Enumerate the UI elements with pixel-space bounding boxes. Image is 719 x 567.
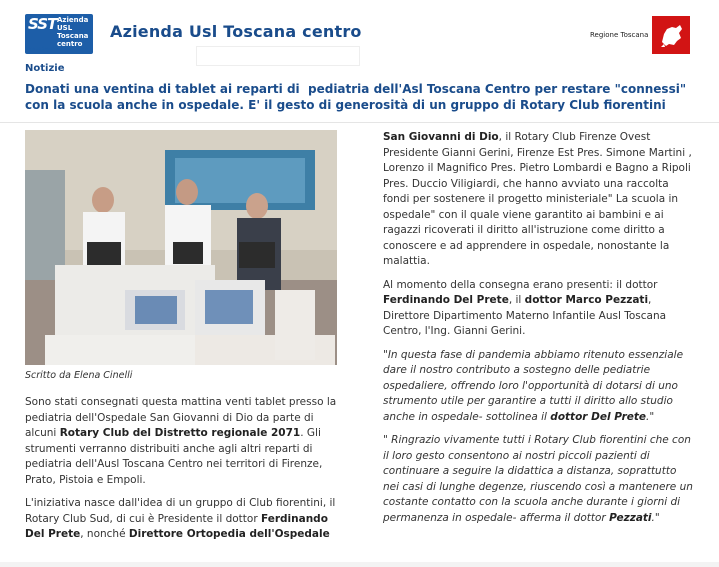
news-photo bbox=[25, 130, 337, 365]
article-body-left bbox=[25, 395, 343, 551]
headline-part-1: Donati una ventina di tablet ai reparti di bbox=[25, 82, 300, 96]
paragraph: Al momento della consegna erano presenti: il dottor Ferdinando Del Prete, il dottor Marco Pezzati, Direttore Dipartimento Materno Infantile Ausl Toscana Centro, l'Ing. Gianni Gerini. bbox=[383, 278, 667, 337]
logo-sst: SST bbox=[28, 15, 57, 33]
region-label: Regione Toscana bbox=[590, 31, 649, 39]
quote-pezzati: " Ringrazio vivamente tutti i Rotary Club fiorentini che con il loro gesto consentono ai nostri piccoli pazienti di continuare a seguire la didattica a distanza, soprattutto nei casi di lunghe degenze, riuscendo così a mantenere un costante contatto con la scuola anche durante i giorni di permanenza in ospedale- afferma il dottor Pezzati." bbox=[383, 434, 693, 524]
quote-del-prete: "In questa fase di pandemia abbiamo ritenuto essenziale dare il nostro contributo a sostegno delle pediatrie ospedaliere, offrendo loro l'opportunità di dotarsi di uno strumento utile per garantire a tutti il diritto allo studio anche in ospedale- sottolinea il dottor Del Prete." bbox=[383, 348, 684, 423]
footer-strip bbox=[0, 562, 719, 567]
logo-text: Azienda USL Toscana centro bbox=[57, 16, 89, 48]
paragraph: San Giovanni di Dio, il Rotary Club Firenze Ovest Presidente Gianni Gerini, Firenze Est Pres. Simone Martini , Lorenzo il Magnifico Pres. Pietro Lombardi e Bagno a Ripoli Pres. Duccio Viligiardi, che hanno avviato una raccolta fondi per sostenere il progetto ministeriale" La scuola in ospedale" con il quale viene garantito ai bambini e ai ragazzi ricoverati il diritto all'istruzione come diritto a conoscere e ad apprendere in ospedale, nonostante la malattia. bbox=[383, 131, 692, 267]
section-label[interactable]: Notizie bbox=[25, 63, 65, 74]
headline-line-2: con la scuola anche in ospedale. E' il gesto di generosità di un gruppo di Rotary Club fiorentini bbox=[25, 98, 666, 112]
paragraph: L'iniziativa nasce dall'idea di un gruppo di Club fiorentini, il Rotary Club Sud, di cui è Presidente il dottor Ferdinando Del Prete, nonché Direttore Ortopedia dell'Ospedale bbox=[25, 497, 336, 540]
toscana-flag-icon[interactable] bbox=[652, 16, 690, 54]
article-headline bbox=[25, 81, 715, 112]
article-author: Scritto da Elena Cinelli bbox=[25, 370, 133, 381]
logo-subtitle: Servizio Sanitario della Toscana bbox=[25, 46, 89, 51]
divider bbox=[0, 122, 719, 123]
article-body-right bbox=[383, 130, 695, 534]
headline-part-2: pediatria dell'Asl Toscana Centro per restare "connessi" bbox=[308, 82, 687, 96]
paragraph: Sono stati consegnati questa mattina venti tablet presso la pediatria dell'Ospedale San Giovanni di Dio da parte di alcuni Rotary Club del Distretto regionale 2071. Gli strumenti verranno distribuiti anche agli altri reparti di pediatria dell'Ausl Toscana Centro nei territori di Firenze, Prato, Pistoia e Empoli. bbox=[25, 396, 337, 486]
site-title[interactable]: Azienda Usl Toscana centro bbox=[110, 22, 362, 41]
header-box bbox=[196, 46, 360, 66]
